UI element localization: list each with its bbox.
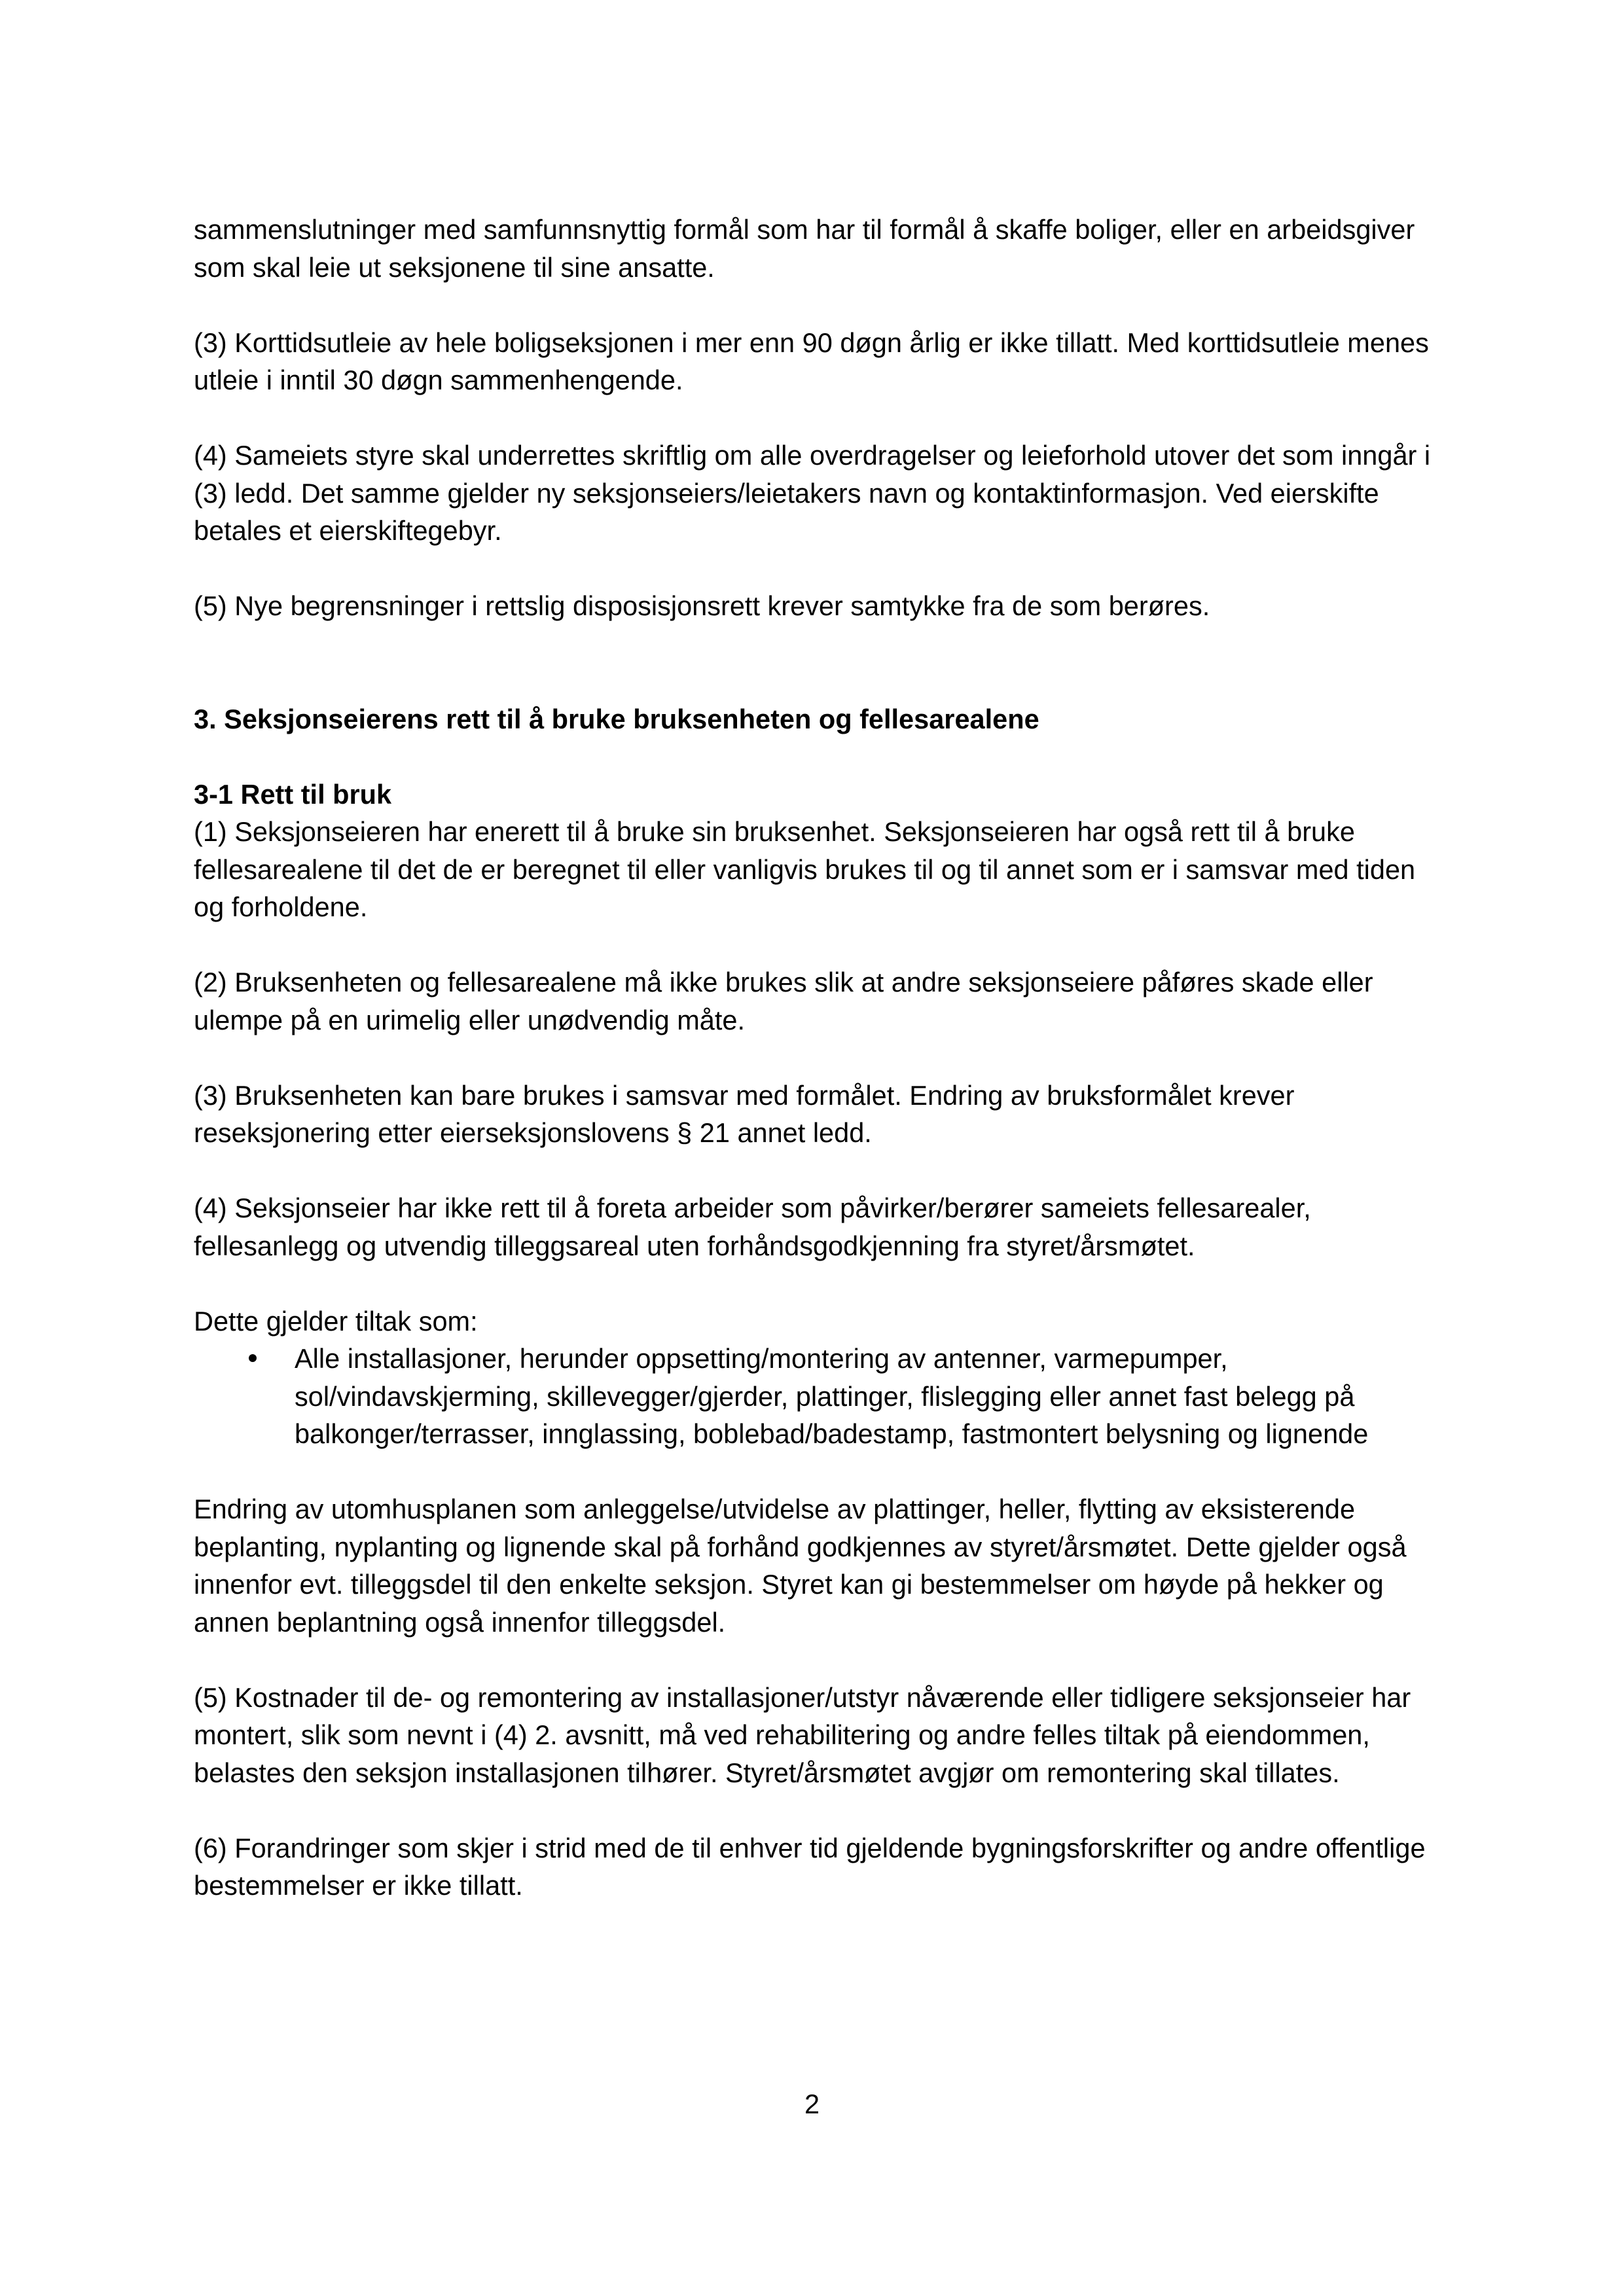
- page-body: [194, 211, 1437, 1905]
- paragraph-no-harm: (2) Bruksenheten og fellesarealene må ikke brukes slik at andre seksjonseiere påføres skade eller ulempe på en urimelig eller unødvendig måte.: [194, 967, 1373, 1035]
- subsection-heading: 3-1 Rett til bruk: [194, 778, 392, 810]
- paragraph-notification: (4) Sameiets styre skal underrettes skriftlig om alle overdragelser og leieforhold utover det som inngår i (3) ledd. Det samme gjelder ny seksjonseiers/leietakers navn og kontaktinformasjon. Ved eierskifte betales et eierskiftegebyr.: [194, 440, 1431, 546]
- bullet-list: [194, 1340, 1437, 1453]
- section-heading: 3. Seksjonseierens rett til å bruke bruksenheten og fellesarealene: [194, 703, 1039, 734]
- list-item-text: Alle installasjoner, herunder oppsetting/montering av antenner, varmepumper, sol/vindavskjerming, skillevegger/gjerder, plattinger, flislegging eller annet fast belegg på balkonger/terrasser, innglassing, boblebad/badestamp, fastmontert belysning og lignende: [295, 1343, 1369, 1449]
- paragraph-right-of-use: (1) Seksjonseieren har enerett til å bruke sin bruksenhet. Seksjonseieren har også rett til å bruke fellesarealene til det de er beregnet til eller vanligvis brukes til og til annet som er i samsvar med tiden og forholdene.: [194, 816, 1416, 922]
- paragraph-continuation: sammenslutninger med samfunnsnyttig formål som har til formål å skaffe boliger, eller en arbeidsgiver som skal leie ut seksjonene til sine ansatte.: [194, 214, 1415, 283]
- paragraph-short-term-rental: (3) Korttidsutleie av hele boligseksjonen i mer enn 90 døgn årlig er ikke tillatt. Med korttidsutleie menes utleie i inntil 30 døgn sammenhengende.: [194, 327, 1429, 395]
- paragraph-purpose: (3) Bruksenheten kan bare brukes i samsvar med formålet. Endring av bruksformålet krever reseksjonering etter eierseksjonslovens § 21 annet ledd.: [194, 1079, 1295, 1148]
- list-item: [194, 1340, 1437, 1453]
- paragraph-works-approval: (4) Seksjonseier har ikke rett til å foreta arbeider som påvirker/berører sameiets fellesarealer, fellesanlegg og utvendig tilleggsareal uten forhåndsgodkjenning fra styret/årsmøtet.: [194, 1193, 1311, 1261]
- page-number: 2: [804, 2089, 820, 2119]
- bullet-icon: [249, 1354, 257, 1362]
- paragraph-regulations: (6) Forandringer som skjer i strid med de til enhver tid gjeldende bygningsforskrifter og andre offentlige bestemmelser er ikke tillatt.: [194, 1832, 1426, 1901]
- paragraph-outdoor-plan: Endring av utomhusplanen som anleggelse/utvidelse av plattinger, heller, flytting av eksisterende beplanting, nyplanting og lignende skal på forhånd godkjennes av styret/årsmøtet. Dette gjelder også innenfor evt. tilleggsdel til den enkelte seksjon. Styret kan gi bestemmelser om høyde på hekker og annen beplantning også innenfor tilleggsdel.: [194, 1494, 1407, 1638]
- paragraph-new-restrictions: (5) Nye begrensninger i rettslig disposisjonsrett krever samtykke fra de som berøres.: [194, 590, 1210, 621]
- list-intro: Dette gjelder tiltak som:: [194, 1305, 478, 1336]
- paragraph-remounting-costs: (5) Kostnader til de- og remontering av installasjoner/utstyr nåværende eller tidligere seksjonseier har montert, slik som nevnt i (4) 2. avsnitt, må ved rehabilitering og andre felles tiltak på eiendommen, belastes den seksjon installasjonen tilhører. Styret/årsmøtet avgjør om remontering skal tillates.: [194, 1681, 1411, 1788]
